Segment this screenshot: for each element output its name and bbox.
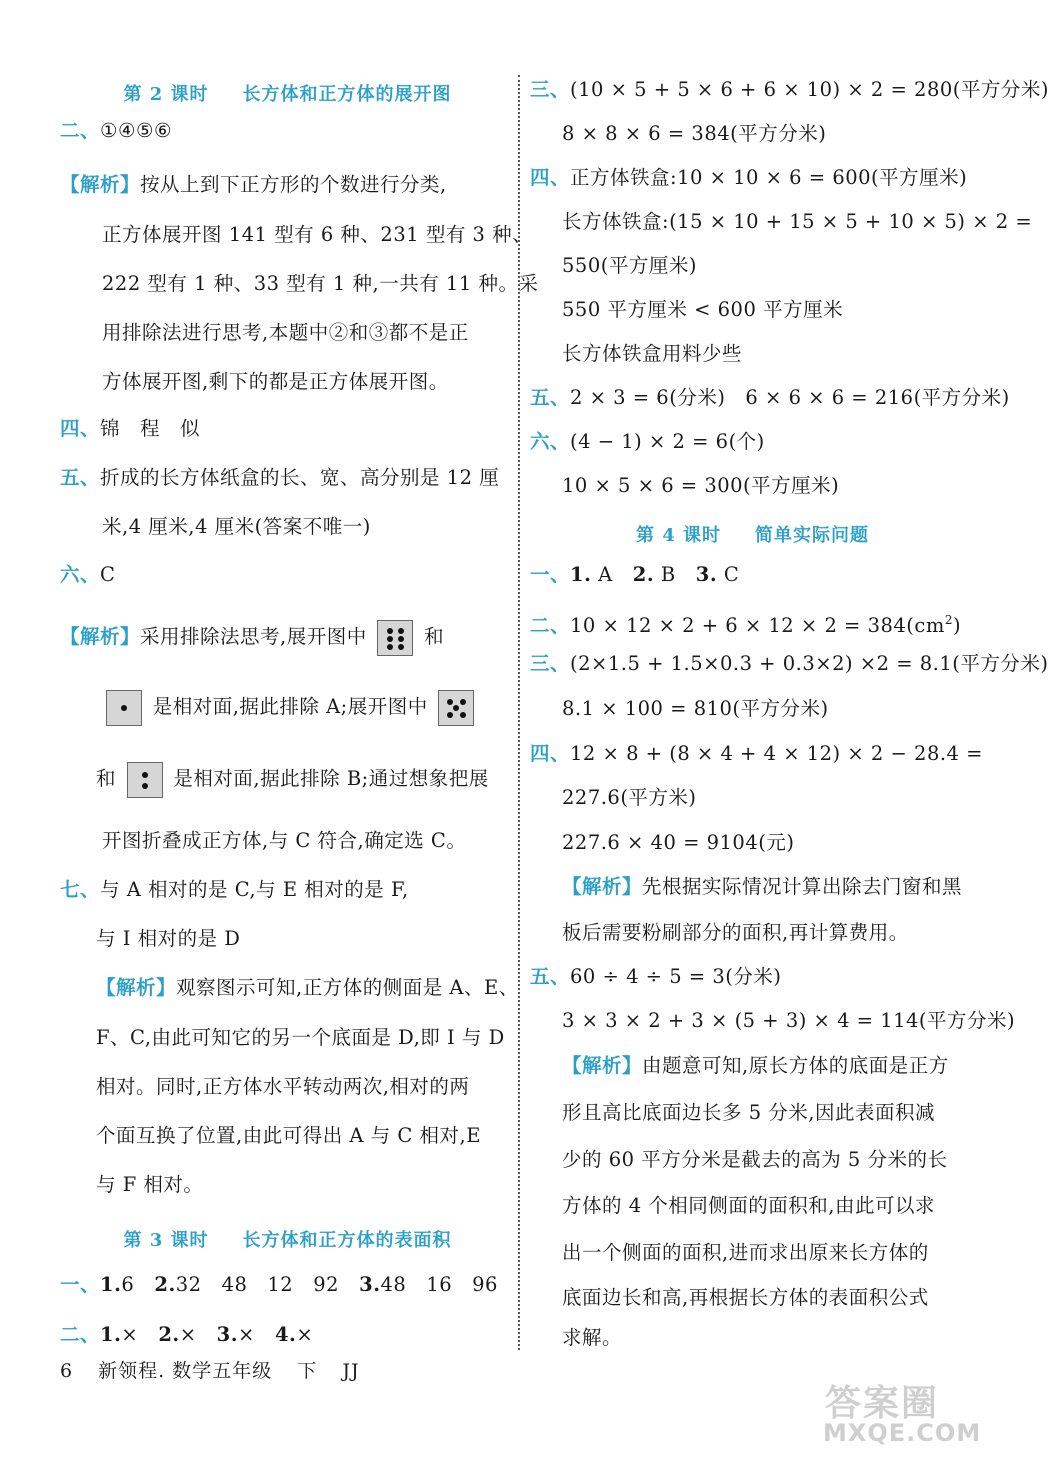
section-heading-lesson-4: 第 4 课时 简单实际问题 bbox=[635, 525, 870, 546]
answer-line: 550 平方厘米 < 600 平方厘米 bbox=[562, 298, 844, 321]
watermark-logo: 答案圈 MXQE.COM bbox=[823, 1383, 982, 1447]
analysis-line: 开图折叠成正方体,与 C 符合,确定选 C。 bbox=[102, 829, 467, 852]
analysis-line: 求解。 bbox=[562, 1326, 623, 1349]
die-face-one-icon bbox=[106, 690, 142, 726]
answer-line: 二、$10 \times 12 \times 2 + 6 \times 12 \times 2 = 384(cm^2)$ bbox=[530, 613, 962, 637]
answer-line: 一、1.6 2.32 48 12 92 3.48 16 96 bbox=[60, 1273, 498, 1296]
answer-line: 五、折成的长方体纸盒的长、宽、高分别是 12 厘 bbox=[60, 466, 500, 489]
answer-line: 8 × 8 × 6 = 384(平方分米) bbox=[562, 122, 827, 145]
answer-line: 五、2 × 3 = 6(分米) 6 × 6 × 6 = 216(平方分米) bbox=[530, 386, 1010, 409]
answer-line: 长方体铁盒用料少些 bbox=[562, 342, 743, 365]
answer-line: 227.6(平方米) bbox=[562, 786, 697, 809]
analysis-line: 【解析】先根据实际情况计算出除去门窗和黑 bbox=[562, 875, 963, 898]
answer-line: 方体展开图,剩下的都是正方体展开图。 bbox=[102, 370, 449, 393]
analysis-line: F、C,由此可知它的另一个底面是 D,即 I 与 D bbox=[96, 1026, 505, 1049]
answer-line: 六、C bbox=[60, 563, 116, 586]
answer-line: 五、60 ÷ 4 ÷ 5 = 3(分米) bbox=[530, 965, 782, 988]
page-number: 6 bbox=[60, 1360, 74, 1382]
answer-line: 三、(2×1.5 + 1.5×0.3 + 0.3×2) ×2 = 8.1(平方分米) bbox=[530, 652, 1049, 675]
analysis-line: 【解析】由题意可知,原长方体的底面是正方 bbox=[562, 1054, 949, 1077]
column-divider bbox=[518, 75, 520, 1350]
answer-line: 10 × 5 × 6 = 300(平方厘米) bbox=[562, 474, 840, 497]
analysis-line: 方体的 4 个相同侧面的面积和,由此可以求 bbox=[562, 1194, 936, 1217]
analysis-line: 底面边长和高,再根据长方体的表面积公式 bbox=[562, 1286, 929, 1309]
edition-label: JJ bbox=[342, 1360, 360, 1382]
analysis-line: 【解析】观察图示可知,正方体的侧面是 A、E、 bbox=[96, 976, 519, 999]
answer-line: 四、正方体铁盒:10 × 10 × 6 = 600(平方厘米) bbox=[530, 166, 968, 189]
volume-label: 下 bbox=[297, 1360, 318, 1382]
analysis-line: 形且高比底面边长多 5 分米,因此表面积减 bbox=[562, 1101, 936, 1124]
page-footer bbox=[60, 1356, 378, 1383]
answer-line: 四、12 × 8 + (8 × 4 + 4 × 12) × 2 − 28.4 = bbox=[530, 742, 983, 765]
analysis-line: 个面互换了位置,由此可得出 A 与 C 相对,E bbox=[96, 1124, 481, 1147]
answer-line: 米,4 厘米,4 厘米(答案不唯一) bbox=[102, 515, 371, 538]
answer-line: 四、锦 程 似 bbox=[60, 417, 201, 440]
analysis-line: 是相对面,据此排除 A;展开图中 bbox=[102, 688, 478, 726]
answer-line: 3 × 3 × 2 + 3 × (5 + 3) × 4 = 114(平方分米) bbox=[562, 1009, 1016, 1032]
answer-line: 一、1. A 2. B 3. C bbox=[530, 563, 740, 586]
analysis-line: 【解析】按从上到下正方形的个数进行分类, bbox=[60, 173, 447, 196]
answer-line: 正方体展开图 141 型有 6 种、231 型有 3 种、 bbox=[102, 223, 533, 246]
analysis-line: 出一个侧面的面积,进而求出原来长方体的 bbox=[562, 1241, 929, 1264]
answer-line: 二、1.× 2.× 3.× 4.× bbox=[60, 1323, 314, 1346]
answer-line: 8.1 × 100 = 810(平方分米) bbox=[562, 697, 829, 720]
analysis-line: 【解析】采用排除法思考,展开图中 和 bbox=[60, 618, 444, 656]
analysis-line: 与 F 相对。 bbox=[96, 1173, 204, 1196]
section-heading-lesson-2: 第 2 课时 长方体和正方体的展开图 bbox=[123, 84, 452, 105]
analysis-line: 相对。同时,正方体水平转动两次,相对的两 bbox=[96, 1075, 470, 1098]
answer-line: 长方体铁盒:(15 × 10 + 15 × 5 + 10 × 5) × 2 = bbox=[562, 210, 1033, 233]
analysis-line: 少的 60 平方分米是截去的高为 5 分米的长 bbox=[562, 1148, 948, 1171]
answer-line: 二、①④⑤⑥ bbox=[60, 119, 172, 142]
die-face-six-icon bbox=[377, 620, 413, 656]
die-face-two-icon bbox=[127, 762, 163, 798]
answer-line: 227.6 × 40 = 9104(元) bbox=[562, 831, 795, 854]
analysis-line: 和 是相对面,据此排除 B;通过想象把展 bbox=[96, 760, 489, 798]
answer-line: 550(平方厘米) bbox=[562, 254, 697, 277]
answer-line: 用排除法进行思考,本题中②和③都不是正 bbox=[102, 321, 469, 344]
answer-line: 七、与 A 相对的是 C,与 E 相对的是 F, bbox=[60, 878, 409, 901]
answer-line: 六、(4 − 1) × 2 = 6(个) bbox=[530, 430, 765, 453]
analysis-line: 板后需要粉刷部分的面积,再计算费用。 bbox=[562, 921, 909, 944]
die-face-five-icon bbox=[438, 690, 474, 726]
section-heading-lesson-3: 第 3 课时 长方体和正方体的表面积 bbox=[123, 1230, 452, 1251]
answer-line: 三、(10 × 5 + 5 × 6 + 6 × 10) × 2 = 280(平方分米) bbox=[530, 78, 1049, 101]
book-title: 新领程. 数学五年级 bbox=[98, 1360, 273, 1382]
answer-line: 222 型有 1 种、33 型有 1 种,一共有 11 种。采 bbox=[102, 272, 539, 295]
answer-line: 与 I 相对的是 D bbox=[96, 927, 241, 950]
